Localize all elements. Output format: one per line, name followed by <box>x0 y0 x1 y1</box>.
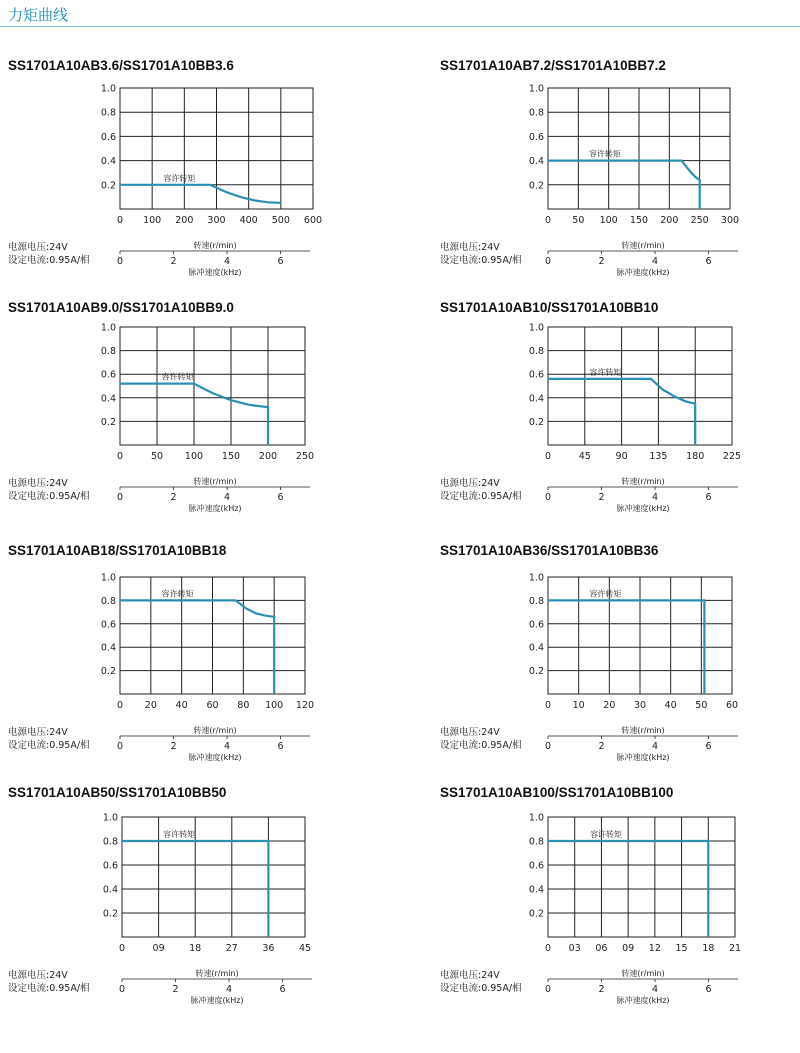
y-tick-label: 0.6 <box>102 860 118 872</box>
speed-axis-label: 转速(r/min) <box>195 969 239 978</box>
speed-axis-label: 转速(r/min) <box>193 477 237 486</box>
set-current-note: 设定电流:0.95A/相 <box>8 255 90 266</box>
x-tick-label: 50 <box>150 451 164 462</box>
supply-voltage-note: 电源电压:24V <box>8 478 68 489</box>
x-tick-label: 12 <box>648 943 661 954</box>
torque-chart-7 <box>8 782 358 1010</box>
y-tick-label: 0.8 <box>528 107 544 119</box>
x2-tick-label: 0 <box>116 256 124 267</box>
y-tick-label: 0.4 <box>528 884 544 896</box>
y-tick-label: 1.0 <box>100 322 116 334</box>
x2-tick-label: 6 <box>279 984 286 995</box>
x-tick-label: 0 <box>544 700 552 711</box>
x-tick-label: 150 <box>221 451 241 462</box>
x-tick-label: 100 <box>184 451 204 462</box>
torque-chart-5 <box>8 540 358 768</box>
y-tick-label: 0.2 <box>528 666 544 678</box>
x2-tick-label: 6 <box>705 984 712 995</box>
x2-tick-label: 4 <box>652 256 659 267</box>
supply-voltage-note: 电源电压:24V <box>8 970 68 981</box>
pulse-speed-label: 脉冲速度(kHz) <box>190 996 244 1005</box>
pulse-speed-label: 脉冲速度(kHz) <box>188 268 242 277</box>
x-tick-label: 50 <box>572 215 585 226</box>
y-tick-label: 1.0 <box>102 812 118 824</box>
x-tick-label: 20 <box>144 700 157 711</box>
y-tick-label: 0.4 <box>100 156 116 168</box>
x-tick-label: 200 <box>660 215 679 226</box>
x-tick-label: 100 <box>599 215 618 226</box>
set-current-note: 设定电流:0.95A/相 <box>8 983 90 994</box>
x-tick-label: 10 <box>572 700 585 711</box>
y-tick-label: 0.4 <box>528 156 544 168</box>
y-tick-label: 0.2 <box>100 180 116 192</box>
series-label: 容许转矩 <box>161 372 194 382</box>
x-tick-label: 40 <box>664 700 677 711</box>
supply-voltage-note: 电源电压:24V <box>440 970 500 981</box>
y-tick-label: 0.6 <box>528 369 544 381</box>
speed-axis-label: 转速(r/min) <box>621 477 665 486</box>
x-tick-label: 06 <box>595 943 608 954</box>
y-tick-label: 0.8 <box>528 836 544 848</box>
x2-tick-label: 0 <box>544 741 552 752</box>
x2-tick-label: 6 <box>277 492 284 503</box>
x2-tick-label: 0 <box>118 984 126 995</box>
chart-title: SS1701A10AB50/SS1701A10BB50 <box>8 785 227 800</box>
x2-tick-label: 6 <box>705 256 712 267</box>
x2-tick-label: 6 <box>705 492 712 503</box>
pulse-speed-label: 脉冲速度(kHz) <box>616 268 670 277</box>
pulse-speed-label: 脉冲速度(kHz) <box>616 996 670 1005</box>
set-current-note: 设定电流:0.95A/相 <box>8 491 90 502</box>
y-tick-label: 0.6 <box>100 619 116 631</box>
y-tick-label: 0.2 <box>528 908 544 920</box>
speed-axis-label: 转速(r/min) <box>193 241 237 250</box>
x2-tick-label: 2 <box>598 256 605 267</box>
y-tick-label: 0.8 <box>100 346 116 358</box>
x2-tick-label: 2 <box>598 984 605 995</box>
chart-title: SS1701A10AB3.6/SS1701A10BB3.6 <box>8 58 234 73</box>
x-tick-label: 0 <box>116 215 124 226</box>
x-tick-label: 45 <box>578 451 591 462</box>
x-tick-label: 180 <box>686 451 705 462</box>
x-tick-label: 09 <box>152 943 165 954</box>
x2-tick-label: 2 <box>170 256 177 267</box>
y-tick-label: 0.6 <box>528 860 544 872</box>
supply-voltage-note: 电源电压:24V <box>8 727 68 738</box>
x-tick-label: 300 <box>720 215 740 226</box>
y-tick-label: 0.2 <box>102 908 118 920</box>
x-tick-label: 30 <box>633 700 647 711</box>
x-tick-label: 200 <box>175 215 194 226</box>
torque-chart-4 <box>440 297 790 525</box>
x-tick-label: 135 <box>649 451 668 462</box>
x-tick-label: 60 <box>725 700 739 711</box>
set-current-note: 设定电流:0.95A/相 <box>440 740 522 751</box>
speed-axis-label: 转速(r/min) <box>621 241 665 250</box>
y-tick-label: 0.2 <box>528 416 544 428</box>
page-title: 力矩曲线 <box>8 6 69 24</box>
x-tick-label: 21 <box>728 943 742 954</box>
set-current-note: 设定电流:0.95A/相 <box>440 255 522 266</box>
x2-tick-label: 2 <box>598 492 605 503</box>
x-tick-label: 20 <box>603 700 616 711</box>
y-tick-label: 0.2 <box>100 416 116 428</box>
x2-tick-label: 4 <box>652 492 659 503</box>
x2-tick-label: 2 <box>170 741 177 752</box>
x2-tick-label: 0 <box>544 984 552 995</box>
x-tick-label: 80 <box>237 700 250 711</box>
series-label: 容许转矩 <box>590 830 623 839</box>
torque-chart-2 <box>440 55 790 283</box>
series-label: 容许转矩 <box>588 149 621 159</box>
pulse-speed-label: 脉冲速度(kHz) <box>616 504 670 513</box>
x2-tick-label: 0 <box>544 492 552 503</box>
x-tick-label: 150 <box>629 215 649 226</box>
chart-title: SS1701A10AB36/SS1701A10BB36 <box>440 543 659 558</box>
x-tick-label: 600 <box>303 215 323 226</box>
y-tick-label: 0.2 <box>100 666 116 678</box>
y-tick-label: 0.8 <box>100 107 116 119</box>
set-current-note: 设定电流:0.95A/相 <box>8 740 90 751</box>
x2-tick-label: 4 <box>652 741 659 752</box>
plot-frame <box>122 817 305 937</box>
x-tick-label: 500 <box>271 215 290 226</box>
supply-voltage-note: 电源电压:24V <box>8 242 68 253</box>
x2-tick-label: 2 <box>170 492 177 503</box>
plot-frame <box>548 327 732 445</box>
x-tick-label: 27 <box>225 943 238 954</box>
speed-axis-label: 转速(r/min) <box>621 726 665 735</box>
title-divider <box>0 26 800 27</box>
y-tick-label: 1.0 <box>528 812 544 824</box>
y-tick-label: 0.2 <box>528 180 544 192</box>
y-tick-label: 0.4 <box>528 642 544 654</box>
x2-tick-label: 6 <box>277 741 284 752</box>
x-tick-label: 250 <box>690 215 709 226</box>
x-tick-label: 250 <box>295 451 315 462</box>
y-tick-label: 0.4 <box>100 642 116 654</box>
x-tick-label: 40 <box>175 700 188 711</box>
x-tick-label: 100 <box>143 215 162 226</box>
x-tick-label: 0 <box>544 451 552 462</box>
supply-voltage-note: 电源电压:24V <box>440 242 500 253</box>
x-tick-label: 18 <box>189 943 202 954</box>
supply-voltage-note: 电源电压:24V <box>440 727 500 738</box>
x-tick-label: 45 <box>298 943 312 954</box>
torque-chart-6 <box>440 540 790 768</box>
set-current-note: 设定电流:0.95A/相 <box>440 491 522 502</box>
x2-tick-label: 2 <box>172 984 179 995</box>
series-label: 容许转矩 <box>589 589 622 599</box>
x-tick-label: 120 <box>295 700 315 711</box>
chart-title: SS1701A10AB18/SS1701A10BB18 <box>8 543 227 558</box>
x-tick-label: 50 <box>695 700 708 711</box>
torque-chart-8 <box>440 782 790 1010</box>
x-tick-label: 0 <box>544 943 552 954</box>
x2-tick-label: 2 <box>598 741 605 752</box>
y-tick-label: 0.6 <box>100 369 116 381</box>
chart-title: SS1701A10AB100/SS1701A10BB100 <box>440 785 674 800</box>
y-tick-label: 1.0 <box>100 572 116 584</box>
chart-title: SS1701A10AB7.2/SS1701A10BB7.2 <box>440 58 666 73</box>
pulse-speed-label: 脉冲速度(kHz) <box>188 753 242 762</box>
x2-tick-label: 0 <box>116 741 124 752</box>
speed-axis-label: 转速(r/min) <box>193 726 237 735</box>
series-label: 容许转矩 <box>589 367 622 377</box>
torque-curve <box>120 185 281 203</box>
y-tick-label: 0.6 <box>528 619 544 631</box>
set-current-note: 设定电流:0.95A/相 <box>440 983 522 994</box>
supply-voltage-note: 电源电压:24V <box>440 478 500 489</box>
series-label: 容许转矩 <box>161 589 194 599</box>
x-tick-label: 03 <box>568 943 581 954</box>
torque-chart-1 <box>8 55 358 283</box>
x-tick-label: 09 <box>622 943 635 954</box>
y-tick-label: 1.0 <box>528 322 544 334</box>
y-tick-label: 0.6 <box>528 131 544 143</box>
x-tick-label: 100 <box>265 700 284 711</box>
x-tick-label: 90 <box>615 451 628 462</box>
y-tick-label: 0.8 <box>528 346 544 358</box>
x2-tick-label: 4 <box>224 741 231 752</box>
series-label: 容许转矩 <box>163 830 196 839</box>
y-tick-label: 0.8 <box>100 595 116 607</box>
x-tick-label: 60 <box>206 700 219 711</box>
y-tick-label: 1.0 <box>528 83 544 95</box>
plot-frame <box>548 817 735 937</box>
x2-tick-label: 0 <box>116 492 124 503</box>
speed-axis-label: 转速(r/min) <box>621 969 665 978</box>
y-tick-label: 0.4 <box>102 884 118 896</box>
x2-tick-label: 4 <box>226 984 233 995</box>
x-tick-label: 300 <box>207 215 226 226</box>
pulse-speed-label: 脉冲速度(kHz) <box>188 504 242 513</box>
x-tick-label: 400 <box>239 215 258 226</box>
y-tick-label: 0.4 <box>100 393 116 405</box>
x-tick-label: 0 <box>116 700 124 711</box>
x-tick-label: 0 <box>118 943 126 954</box>
y-tick-label: 0.8 <box>528 595 544 607</box>
y-tick-label: 0.6 <box>100 131 116 143</box>
x-tick-label: 15 <box>675 943 688 954</box>
x2-tick-label: 6 <box>705 741 712 752</box>
y-tick-label: 1.0 <box>100 83 116 95</box>
y-tick-label: 0.4 <box>528 393 544 405</box>
x-tick-label: 225 <box>722 451 742 462</box>
x2-tick-label: 4 <box>224 256 231 267</box>
x-tick-label: 200 <box>258 451 278 462</box>
x2-tick-label: 4 <box>652 984 659 995</box>
x2-tick-label: 6 <box>277 256 284 267</box>
plot-frame <box>120 327 305 445</box>
y-tick-label: 1.0 <box>528 572 544 584</box>
x2-tick-label: 4 <box>224 492 231 503</box>
torque-chart-3 <box>8 297 358 525</box>
x-tick-label: 0 <box>544 215 552 226</box>
x-tick-label: 18 <box>702 943 715 954</box>
chart-title: SS1701A10AB10/SS1701A10BB10 <box>440 300 659 315</box>
series-label: 容许转矩 <box>163 173 196 183</box>
x-tick-label: 0 <box>116 451 124 462</box>
y-tick-label: 0.8 <box>102 836 118 848</box>
pulse-speed-label: 脉冲速度(kHz) <box>616 753 670 762</box>
chart-title: SS1701A10AB9.0/SS1701A10BB9.0 <box>8 300 234 315</box>
x-tick-label: 36 <box>262 943 275 954</box>
x2-tick-label: 0 <box>544 256 552 267</box>
